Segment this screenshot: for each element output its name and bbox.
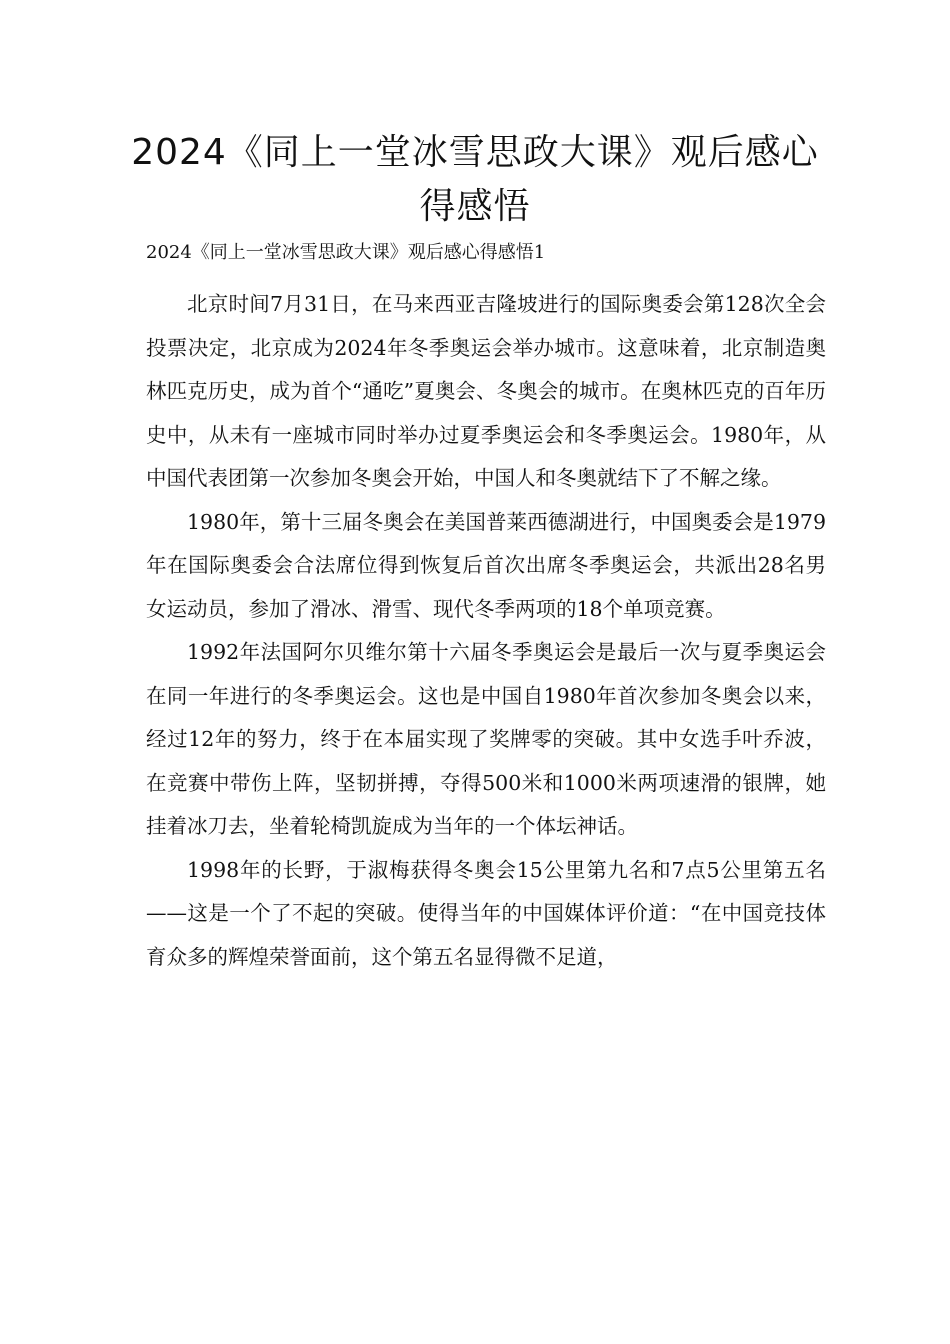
document-title: 2024《同上一堂冰雪思政大课》观后感心得感悟 (131, 132, 819, 227)
paragraph: 1992年法国阿尔贝维尔第十六届冬季奥运会是最后一次与夏季奥运会在同一年进行的冬季奥运会。这也是中国自1980年首次参加冬奥会以来，经过12年的努力，终于在本届实现了奖牌零的突破。其中女选手叶乔波，在竞赛中带伤上阵，坚韧拼搏，夺得500米和1000米两项速滑的银牌，她挂着冰刀去，坐着轮椅凯旋成为当年的一个体坛神话。 (146, 640, 826, 838)
paragraph: 1998年的长野，于淑梅获得冬奥会15公里第九名和7点5公里第五名——这是一个了不起的突破。使得当年的中国媒体评价道：“在中国竞技体育众多的辉煌荣誉面前，这个第五名显得微不足道， (146, 857, 826, 969)
document-subtitle: 2024《同上一堂冰雪思政大课》观后感心得感悟1 (146, 242, 546, 263)
document-body (146, 283, 826, 979)
paragraph: 北京时间7月31日，在马来西亚吉隆坡进行的国际奥委会第128次全会投票决定，北京成为2024年冬季奥运会举办城市。这意味着，北京制造奥林匹克历史，成为首个“通吃”夏奥会、冬奥会的城市。在奥林匹克的百年历史中，从未有一座城市同时举办过夏季奥运会和冬季奥运会。1980年，从中国代表团第一次参加冬奥会开始，中国人和冬奥就结下了不解之缘。 (146, 292, 826, 490)
paragraph: 1980年，第十三届冬奥会在美国普莱西德湖进行，中国奥委会是1979年在国际奥委会合法席位得到恢复后首次出席冬季奥运会，共派出28名男女运动员，参加了滑冰、滑雪、现代冬季两项的18个单项竞赛。 (146, 509, 826, 621)
